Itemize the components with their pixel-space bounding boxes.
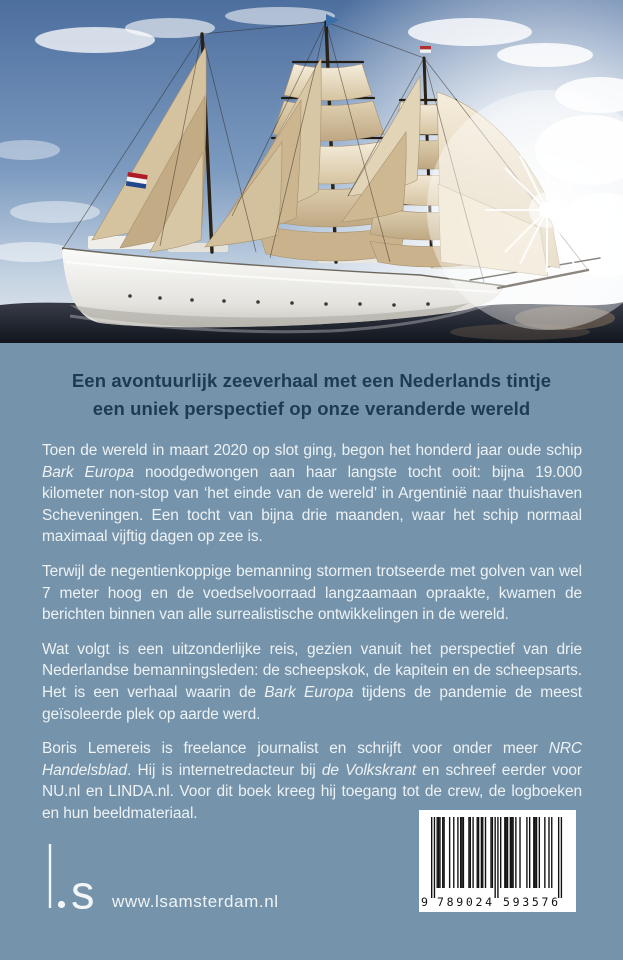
ls-logo-icon	[44, 841, 116, 915]
tagline-line-2: een uniek perspectief op onze veranderde wereld	[92, 398, 531, 419]
publisher-logo	[44, 841, 116, 920]
blurb-text	[42, 440, 582, 838]
ship-photo	[0, 0, 623, 343]
barcode-digits-right: 593576	[503, 895, 558, 909]
body-paragraph: Wat volgt is een uitzonderlijke reis, gezien vanuit het perspectief van drie Nederlandse bemanningsleden: de scheepskok, de kapitein en de scheepsarts. Het is een verhaal waarin de Bark Europa tijdens de pandemie de meest geïsoleerde plek op aarde werd.	[42, 640, 582, 723]
logo-dot	[58, 901, 65, 908]
tall-ship-illustration	[0, 0, 623, 343]
body-paragraph: Terwijl de negentienkoppige bemanning stormen trotseerde met golven van wel 7 meter hoog en de voedselvoorraad langzaamaan opraakte, kwamen de berichten binnen van alle surrealistische ontwikkelingen in de wereld.	[42, 562, 582, 624]
tagline-line-1: Een avontuurlijk zeeverhaal met een Nederlands tintje	[71, 370, 552, 391]
logo-s: s	[71, 865, 95, 915]
barcode-digits-left: 789024	[437, 895, 492, 909]
barcode-digit-lead: 9	[421, 895, 428, 909]
publisher-website: www.lsamsterdam.nl	[112, 892, 279, 911]
body-paragraph: Toen de wereld in maart 2020 op slot ging, begon het honderd jaar oude schip Bark Europa noodgedwongen aan haar langste tocht ooit: bijna 19.000 kilometer non-stop van ‘het einde van de wereld’ in Argentinië naar thuishaven Scheveningen. Een tocht van bijna drie maanden, waar het schip normaal maximaal vijftig dagen op zee is.	[42, 442, 582, 546]
ean13-barcode-graphic	[419, 810, 576, 912]
body-paragraph: Boris Lemereis is freelance journalist en schrijft voor onder meer NRC Handelsblad. Hij is internetredacteur bij de Volkskrant en schreef eerder voor NU.nl en LINDA.nl. Voor dit boek kreeg hij toegang tot de crew, de logboeken en hun beeldmateriaal.	[42, 740, 582, 822]
tagline	[0, 367, 623, 423]
isbn-barcode	[419, 810, 576, 912]
